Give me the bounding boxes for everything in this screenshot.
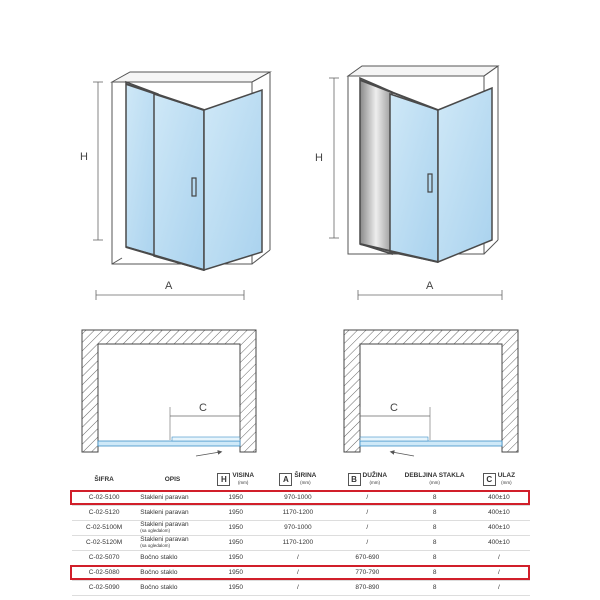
cell-opis: Stakleni paravan [136, 491, 209, 506]
cell-duzina: / [333, 521, 401, 536]
slide-arrow-icon [392, 452, 414, 456]
cell-opis: Stakleni paravan (sa ogledalom) [136, 536, 209, 551]
table-row [72, 581, 530, 596]
cell-ulaz: / [468, 581, 530, 596]
cell-duzina: 770-790 [333, 566, 401, 581]
col-sifra: ŠIFRA [72, 468, 136, 491]
table-row [72, 506, 530, 521]
cell-debljina: 8 [401, 491, 467, 506]
cell-opis-note: (sa ogledalom) [140, 528, 170, 533]
cell-sirina: / [263, 551, 333, 566]
cell-opis: Bočno staklo [136, 551, 209, 566]
width-dimension-label: A [426, 280, 434, 292]
cell-duzina: 670-690 [333, 551, 401, 566]
cell-sirina: 1170-1200 [263, 506, 333, 521]
cell-visina: 1950 [209, 506, 263, 521]
table-row [72, 536, 530, 551]
spec-table-header [72, 468, 530, 491]
width-icon: A [279, 473, 292, 486]
cell-sifra: C-02-5090 [72, 581, 136, 596]
cell-visina: 1950 [209, 566, 263, 581]
cell-ulaz: / [468, 566, 530, 581]
cell-debljina: 8 [401, 521, 467, 536]
cell-debljina: 8 [401, 536, 467, 551]
cell-duzina: 870-890 [333, 581, 401, 596]
length-icon: B [348, 473, 361, 486]
cell-sifra: C-02-5100M [72, 521, 136, 536]
cell-sirina: / [263, 581, 333, 596]
width-dimension-label: A [165, 280, 173, 292]
cell-sifra: C-02-5100 [72, 491, 136, 506]
table-row [72, 521, 530, 536]
cell-opis: Stakleni paravan (sa ogledalom) [136, 521, 209, 536]
left-plan-view [82, 330, 256, 456]
row-highlight-box [70, 565, 530, 580]
cell-visina: 1950 [209, 491, 263, 506]
cell-sifra: C-02-5120 [72, 506, 136, 521]
col-opis: OPIS [136, 468, 209, 491]
cell-sirina: 970-1000 [263, 491, 333, 506]
cell-sirina: 970-1000 [263, 521, 333, 536]
cell-opis: Bočno staklo [136, 581, 209, 596]
height-dimension-label: H [80, 151, 88, 163]
cell-debljina: 8 [401, 581, 467, 596]
mirror-panel [360, 78, 392, 254]
col-ulaz: C ULAZ (mm) [468, 468, 530, 491]
cell-duzina: / [333, 536, 401, 551]
cell-debljina: 8 [401, 551, 467, 566]
entry-icon: C [483, 473, 496, 486]
entry-dimension-label: C [390, 402, 398, 414]
cell-debljina: 8 [401, 566, 467, 581]
cell-visina: 1950 [209, 581, 263, 596]
height-icon: H [217, 473, 230, 486]
slide-arrow-icon [196, 452, 220, 456]
cell-ulaz: / [468, 551, 530, 566]
cell-sifra: C-02-5120M [72, 536, 136, 551]
col-duzina: B DUŽINA (mm) [333, 468, 401, 491]
cell-ulaz: 400±10 [468, 491, 530, 506]
cell-visina: 1950 [209, 521, 263, 536]
col-sirina: A ŠIRINA (mm) [263, 468, 333, 491]
cell-duzina: / [333, 506, 401, 521]
cell-sifra: C-02-5080 [72, 566, 136, 581]
height-dimension-label: H [315, 152, 323, 164]
right-perspective-view [315, 66, 502, 300]
spec-table-body [72, 491, 530, 596]
cell-ulaz: 400±10 [468, 506, 530, 521]
col-debljina: DEBLJINA STAKLA (mm) [401, 468, 467, 491]
table-row [72, 551, 530, 566]
cell-opis-note: (sa ogledalom) [140, 543, 170, 548]
cell-debljina: 8 [401, 506, 467, 521]
cell-sirina: 1170-1200 [263, 536, 333, 551]
entry-dimension-label: C [199, 402, 207, 414]
cell-ulaz: 400±10 [468, 536, 530, 551]
cell-opis: Stakleni paravan [136, 506, 209, 521]
col-visina: H VISINA (mm) [209, 468, 263, 491]
cell-ulaz: 400±10 [468, 521, 530, 536]
cell-opis: Bočno staklo [136, 566, 209, 581]
right-plan-view [344, 330, 518, 456]
cell-sifra: C-02-5070 [72, 551, 136, 566]
cell-visina: 1950 [209, 551, 263, 566]
row-highlight-box [70, 490, 530, 505]
left-perspective-view [80, 72, 270, 300]
cell-visina: 1950 [209, 536, 263, 551]
cell-duzina: / [333, 491, 401, 506]
cell-sirina: / [263, 566, 333, 581]
